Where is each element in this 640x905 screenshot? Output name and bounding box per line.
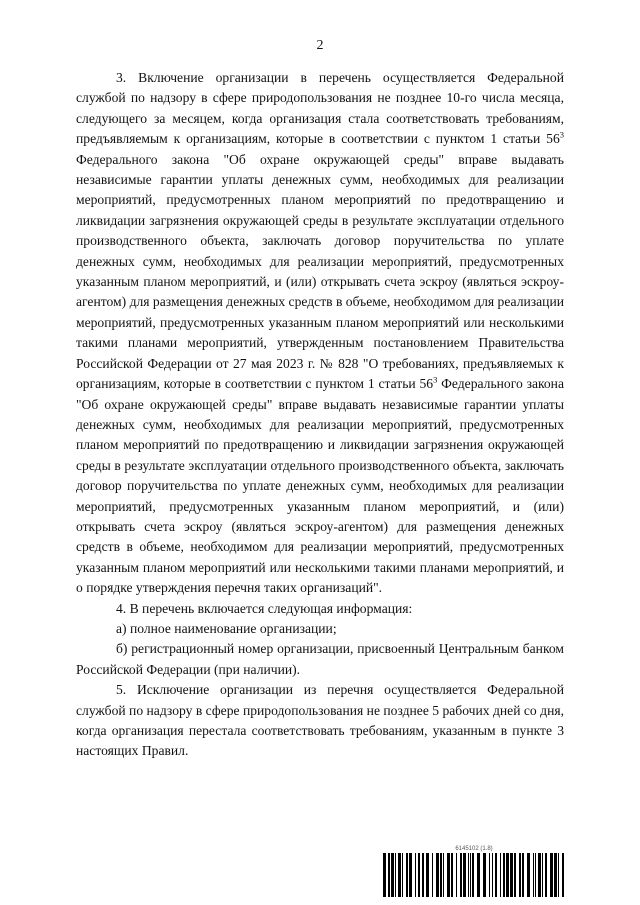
barcode-icon [382, 853, 566, 897]
barcode-block [382, 845, 566, 897]
paragraph-text: 3. Включение организации в перечень осуществляется Федеральной службой по надзору в сфере природопользования не позднее 10-го числа месяца, следующего за месяцем, когда организация стала соответствовать требованиям, предъявляемым к организациям, которые в соответствии с пунктом 1 статьи 56 [76, 70, 564, 147]
paragraph-p4 [76, 599, 564, 619]
paragraph-p4b [76, 639, 564, 680]
paragraph-p5 [76, 680, 564, 762]
superscript: 3 [559, 129, 564, 140]
barcode-caption: 6145102 (1.8) [455, 846, 493, 852]
paragraph-text: 4. В перечень включается следующая информация: [116, 600, 413, 616]
superscript: 3 [433, 374, 438, 385]
paragraph-p3 [76, 68, 564, 599]
paragraph-text: б) регистрационный номер организации, присвоенный Центральным банком Российской Федерации (при наличии). [76, 641, 564, 677]
paragraph-p4a [76, 619, 564, 639]
paragraph-text: 5. Исключение организации из перечня осуществляется Федеральной службой по надзору в сфере природопользования не позднее 5 рабочих дней со дня, когда организация перестала соответствовать требованиям, указанным в пункте 3 настоящих Правил. [76, 682, 564, 759]
page-number: 2 [316, 38, 324, 53]
document-body [76, 68, 564, 762]
paragraph-text: а) полное наименование организации; [116, 620, 337, 636]
paragraph-text: Федерального закона "Об охране окружающей среды" вправе выдавать независимые гарантии уплаты денежных сумм, необходимых для реализации мероприятий, предусмотренных планом мероприятий по предотвращению и ликвидации загрязнения окружающей среды в результате эксплуатации отдельного производственного объекта, заключать договор поручительства по уплате денежных сумм, необходимых для реализации мероприятий, предусмотренных указанным планом мероприятий, и (или) открывать счета эскроу (являться эскроу-агентом) для размещения денежных средств в объеме, необходимом для реализации мероприятий, предусмотренных указанным планом мероприятий или несколькими такими планами мероприятий, и о порядке утверждения перечня таких организаций". [76, 376, 564, 596]
paragraph-text: Федерального закона "Об охране окружающей среды" вправе выдавать независимые гарантии уплаты денежных сумм, необходимых для реализации мероприятий, предусмотренных планом мероприятий по предотвращению и ликвидации загрязнения окружающей среды в результате эксплуатации отдельного производственного объекта, заключать договор поручительства по уплате денежных сумм, необходимых для реализации мероприятий, предусмотренных указанным планом мероприятий, и (или) открывать счета эскроу (являться эскроу-агентом) для размещения денежных средств в объеме, необходимом для реализации мероприятий, предусмотренных указанным планом мероприятий или несколькими такими планами мероприятий, утвержденным постановлением Правительства Российской Федерации от 27 мая 2023 г. № 828 "О требованиях, предъявляемых к организациям, которые в соответствии с пунктом 1 статьи 56 [76, 151, 564, 392]
